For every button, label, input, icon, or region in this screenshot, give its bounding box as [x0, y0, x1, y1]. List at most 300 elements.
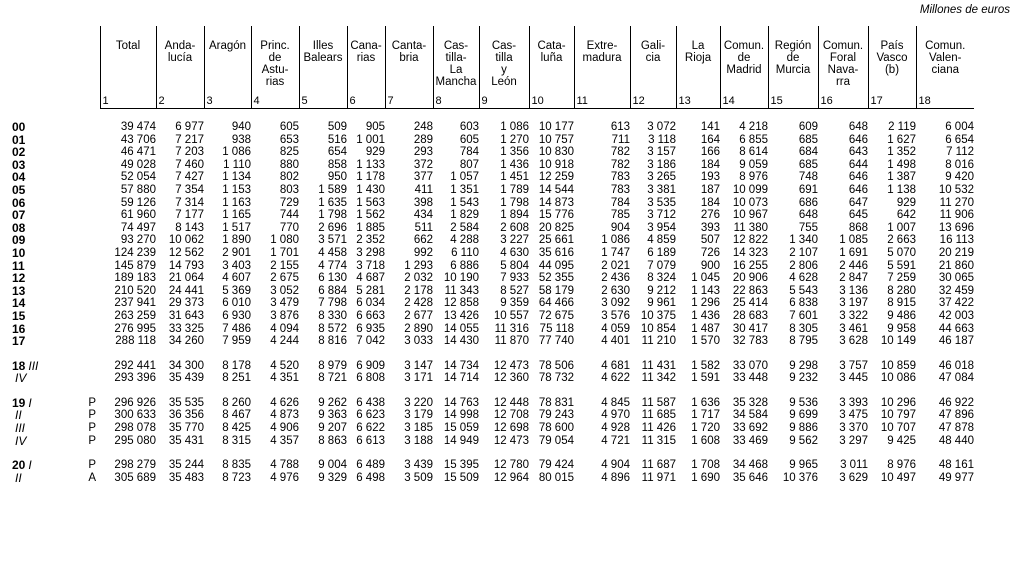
value-cell: 929: [365, 146, 385, 159]
value-cell: 11 431: [641, 359, 676, 372]
year-label: 08: [12, 220, 26, 235]
value-cell: 9 359: [500, 297, 529, 310]
value-cell: 2 847: [839, 272, 868, 285]
year-label: 07: [12, 208, 26, 223]
value-cell: 4 244: [270, 335, 299, 348]
value-cell: 726: [700, 246, 720, 259]
value-cell: 7 486: [222, 322, 251, 335]
col-header: Cana- rias 6: [347, 26, 385, 109]
value-cell: 2 032: [404, 272, 433, 285]
table-row: [8, 285, 974, 298]
col-header: Comun. de Madrid 14: [720, 26, 768, 109]
value-cell: 3 712: [647, 209, 676, 222]
value-cell: 25 661: [538, 234, 574, 247]
value-cell: 4 774: [318, 259, 347, 272]
value-cell: 9 207: [318, 422, 347, 435]
value-cell: 14 793: [168, 259, 204, 272]
value-cell: 7 601: [789, 309, 818, 322]
table-row: [8, 159, 974, 172]
table-row: [8, 422, 974, 435]
value-cell: 398: [413, 196, 433, 209]
value-cell: 184: [700, 196, 720, 209]
status-cell: [72, 134, 100, 147]
value-cell: 13 426: [443, 309, 479, 322]
value-cell: 11 971: [641, 471, 676, 484]
value-cell: 8 178: [222, 359, 251, 372]
value-cell: 14 873: [538, 196, 574, 209]
value-cell: 950: [327, 171, 347, 184]
value-cell: 8 016: [945, 158, 974, 171]
value-cell: 648: [798, 209, 818, 222]
value-cell: 4 520: [270, 359, 299, 372]
value-cell: 662: [413, 234, 433, 247]
value-cell: 10 830: [538, 146, 574, 159]
value-cell: 35 431: [168, 434, 204, 447]
value-cell: 1 717: [691, 409, 720, 422]
value-cell: 1 045: [691, 272, 720, 285]
value-cell: 3 011: [840, 459, 868, 472]
value-cell: 8 976: [739, 171, 768, 184]
col-header: Gali- cia 12: [630, 26, 676, 109]
value-cell: 1 720: [691, 422, 720, 435]
value-cell: 803: [279, 183, 299, 196]
value-cell: 35 328: [732, 396, 768, 409]
value-cell: 52 355: [538, 272, 574, 285]
value-cell: 784: [610, 196, 630, 209]
value-cell: 1 798: [500, 196, 529, 209]
value-cell: 46 471: [120, 146, 156, 159]
value-cell: 10 062: [168, 234, 204, 247]
value-cell: 3 322: [839, 309, 868, 322]
year-label: 09: [12, 233, 26, 248]
value-cell: 4 630: [500, 246, 529, 259]
value-cell: 35 244: [168, 459, 204, 472]
value-cell: 868: [848, 221, 868, 234]
value-cell: 7 798: [318, 297, 347, 310]
value-cell: 4 928: [601, 422, 630, 435]
value-cell: 1 153: [222, 183, 251, 196]
value-cell: 78 831: [538, 396, 574, 409]
value-cell: 12 858: [443, 297, 479, 310]
value-cell: 79 424: [538, 459, 574, 472]
value-cell: 603: [459, 121, 479, 133]
units-label: Millones de euros: [919, 4, 1010, 16]
value-cell: 783: [610, 171, 630, 184]
value-cell: 33 692: [732, 422, 768, 435]
value-cell: 141: [700, 121, 720, 133]
value-cell: 685: [798, 133, 818, 146]
table-row: [8, 435, 974, 448]
value-cell: 770: [279, 221, 299, 234]
value-cell: 15 395: [443, 459, 479, 472]
status-cell: [72, 171, 100, 184]
value-cell: 8 467: [222, 409, 251, 422]
value-cell: 8 143: [175, 221, 204, 234]
value-cell: 4 859: [647, 234, 676, 247]
value-cell: 1 562: [356, 209, 385, 222]
value-cell: 30 065: [938, 272, 974, 285]
value-cell: 1 690: [691, 471, 720, 484]
value-cell: 12 822: [732, 234, 768, 247]
status-cell: [72, 234, 100, 247]
value-cell: 10 707: [880, 422, 916, 435]
value-cell: 782: [610, 158, 630, 171]
value-cell: 646: [848, 133, 868, 146]
value-cell: 8 721: [318, 372, 347, 385]
row-spacer: [8, 348, 974, 360]
value-cell: 1 635: [318, 196, 347, 209]
status-cell: [72, 209, 100, 222]
value-cell: 4 896: [601, 471, 630, 484]
status-cell: [72, 260, 100, 273]
value-cell: 1 293: [404, 259, 433, 272]
value-cell: 7 112: [946, 146, 974, 159]
value-cell: 9 212: [647, 284, 676, 297]
value-cell: 686: [798, 196, 818, 209]
value-cell: 4 976: [270, 471, 299, 484]
value-cell: 13 696: [938, 221, 974, 234]
value-cell: 1 747: [601, 246, 630, 259]
value-cell: 3 136: [839, 284, 868, 297]
value-cell: 11 685: [641, 409, 676, 422]
value-cell: 289: [413, 133, 433, 146]
value-cell: 14 544: [538, 183, 574, 196]
value-cell: 29 373: [168, 297, 204, 310]
value-cell: 4 628: [789, 272, 818, 285]
value-cell: 10 099: [732, 183, 768, 196]
status-cell: [72, 146, 100, 159]
value-cell: 729: [279, 196, 299, 209]
table-row: [8, 397, 974, 410]
value-cell: 34 300: [168, 359, 204, 372]
table-row: [8, 372, 974, 385]
year-label: 19: [12, 395, 26, 410]
status-cell: [72, 297, 100, 310]
value-cell: 48 161: [938, 459, 974, 472]
value-cell: 858: [327, 158, 347, 171]
value-cell: 929: [896, 196, 916, 209]
value-cell: 12 964: [493, 471, 529, 484]
value-cell: 11 270: [939, 196, 974, 209]
table-row: [8, 171, 974, 184]
spacer-cell: [8, 348, 974, 360]
col-header: Anda- lucía 2: [156, 26, 204, 109]
value-cell: 1 829: [450, 209, 479, 222]
value-cell: 12 259: [538, 171, 574, 184]
value-cell: 6 663: [356, 309, 385, 322]
table-row: [8, 360, 974, 373]
period-cell: [8, 435, 72, 448]
status-cell: [72, 247, 100, 260]
value-cell: 642: [896, 209, 916, 222]
value-cell: 35 616: [538, 246, 574, 259]
value-cell: 8 816: [318, 335, 347, 348]
value-cell: 21 064: [168, 272, 204, 285]
quarter-label: IV: [15, 433, 27, 448]
value-cell: 8 863: [318, 434, 347, 447]
value-cell: 20 906: [732, 272, 768, 285]
value-cell: 44 663: [938, 322, 974, 335]
value-cell: 6 034: [356, 297, 385, 310]
value-cell: 3 220: [404, 396, 433, 409]
value-cell: 14 055: [443, 322, 479, 335]
value-cell: 46 018: [938, 359, 974, 372]
value-cell: 7 042: [356, 335, 385, 348]
period-cell: [8, 422, 72, 435]
value-cell: 78 600: [538, 422, 574, 435]
value-cell: 49 977: [938, 471, 974, 484]
value-cell: 34 468: [732, 459, 768, 472]
value-cell: 6 838: [789, 297, 818, 310]
value-cell: 15 059: [443, 422, 479, 435]
quarter-label: III: [15, 421, 26, 436]
value-cell: 10 149: [880, 335, 916, 348]
value-cell: 248: [413, 121, 433, 133]
value-cell: 6 004: [945, 121, 974, 133]
status-cell: [72, 222, 100, 235]
value-cell: 938: [231, 133, 251, 146]
value-cell: 9 004: [318, 459, 347, 472]
value-cell: 1 691: [839, 246, 868, 259]
table-row: [8, 247, 974, 260]
value-cell: 11 316: [494, 322, 529, 335]
year-label: 17: [12, 334, 26, 349]
value-cell: 10 967: [732, 209, 768, 222]
value-cell: 2 119: [888, 121, 916, 133]
value-cell: 3 298: [356, 246, 385, 259]
value-cell: 33 325: [168, 322, 204, 335]
value-cell: 1 885: [356, 221, 385, 234]
status-cell: [72, 323, 100, 336]
value-cell: 2 446: [839, 259, 868, 272]
value-cell: 3 147: [404, 359, 433, 372]
header-blank: [8, 26, 72, 109]
status-cell: [72, 360, 100, 373]
value-cell: 10 177: [538, 121, 574, 133]
value-cell: 2 675: [270, 272, 299, 285]
value-cell: 11 380: [733, 221, 768, 234]
value-cell: 8 979: [318, 359, 347, 372]
value-cell: 4 288: [450, 234, 479, 247]
value-cell: 35 439: [168, 372, 204, 385]
value-cell: 6 498: [356, 471, 385, 484]
value-cell: 210 520: [114, 284, 156, 297]
value-cell: 4 622: [601, 372, 630, 385]
value-cell: 237 941: [114, 297, 156, 310]
col-header: País Vasco (b) 17: [868, 26, 916, 109]
value-cell: 6 909: [356, 359, 385, 372]
status-cell: P: [88, 434, 96, 447]
value-cell: 9 958: [887, 322, 916, 335]
value-cell: 4 401: [601, 335, 630, 348]
table-row: [8, 472, 974, 485]
value-cell: 10 532: [938, 183, 974, 196]
value-cell: 187: [700, 183, 720, 196]
value-cell: 372: [413, 158, 433, 171]
value-cell: 4 904: [601, 459, 630, 472]
quarter-label: II: [15, 470, 22, 485]
value-cell: 298 279: [114, 459, 156, 472]
value-cell: 2 608: [500, 221, 529, 234]
value-cell: 35 646: [732, 471, 768, 484]
value-cell: 8 915: [887, 297, 916, 310]
value-cell: 9 486: [887, 309, 916, 322]
col-header: Total 1: [100, 26, 156, 109]
value-cell: 4 788: [270, 459, 299, 472]
value-cell: 3 265: [647, 171, 676, 184]
value-cell: 646: [848, 171, 868, 184]
value-cell: 1 589: [318, 183, 347, 196]
value-cell: 393: [700, 221, 720, 234]
year-label: 03: [12, 157, 26, 172]
value-cell: 684: [798, 146, 818, 159]
value-cell: 1 110: [223, 158, 251, 171]
value-cell: 784: [459, 146, 479, 159]
table-row: [8, 134, 974, 147]
value-cell: 9 965: [789, 459, 818, 472]
value-cell: 11 210: [641, 335, 676, 348]
value-cell: 1 138: [887, 183, 916, 196]
value-cell: 64 466: [538, 297, 574, 310]
value-cell: 77 740: [538, 335, 574, 348]
value-cell: 3 576: [601, 309, 630, 322]
value-cell: 3 629: [839, 471, 868, 484]
value-cell: 25 414: [732, 297, 768, 310]
year-label: 10: [12, 245, 26, 260]
table-row: [8, 409, 974, 422]
value-cell: 22 863: [732, 284, 768, 297]
spacer-cell: [8, 447, 974, 459]
value-cell: 30 417: [732, 322, 768, 335]
value-cell: 6 110: [451, 246, 479, 259]
col-header: Extre- madura 11: [574, 26, 630, 109]
value-cell: 93 270: [120, 234, 156, 247]
value-cell: 3 628: [839, 335, 868, 348]
value-cell: 940: [231, 121, 251, 133]
value-cell: 613: [610, 121, 630, 133]
value-cell: 825: [279, 146, 299, 159]
value-cell: 2 436: [601, 272, 630, 285]
value-cell: 52 054: [120, 171, 156, 184]
value-cell: 2 584: [450, 221, 479, 234]
value-cell: 5 070: [887, 246, 916, 259]
year-label: 12: [12, 271, 26, 286]
value-cell: 78 506: [538, 359, 574, 372]
value-cell: 14 734: [443, 359, 479, 372]
value-cell: 377: [413, 171, 433, 184]
value-cell: 6 930: [222, 309, 251, 322]
quarter-label: III: [28, 358, 39, 373]
value-cell: 8 835: [222, 459, 251, 472]
table-row: [8, 459, 974, 472]
status-cell: [72, 197, 100, 210]
value-cell: 605: [459, 133, 479, 146]
value-cell: 16 255: [732, 259, 768, 272]
value-cell: 300 633: [114, 409, 156, 422]
value-cell: 16 113: [939, 234, 974, 247]
value-cell: 11 687: [641, 459, 676, 472]
status-cell: [72, 310, 100, 323]
value-cell: 263 259: [114, 309, 156, 322]
value-cell: 7 959: [222, 335, 251, 348]
value-cell: 1 517: [222, 221, 251, 234]
value-cell: 35 770: [168, 422, 204, 435]
value-cell: 1 143: [691, 284, 720, 297]
value-cell: 33 469: [732, 434, 768, 447]
value-cell: 4 059: [601, 322, 630, 335]
value-cell: 9 329: [318, 471, 347, 484]
value-cell: 293 396: [114, 372, 156, 385]
value-cell: 992: [413, 246, 433, 259]
value-cell: 1 498: [887, 158, 916, 171]
value-cell: 46 187: [938, 335, 974, 348]
value-cell: 75 118: [539, 322, 574, 335]
value-cell: 6 884: [318, 284, 347, 297]
value-cell: 6 438: [356, 396, 385, 409]
col-header: La Rioja 13: [676, 26, 720, 109]
value-cell: 880: [279, 158, 299, 171]
value-cell: 785: [610, 209, 630, 222]
value-cell: 4 607: [222, 272, 251, 285]
value-cell: 4 845: [601, 396, 630, 409]
table-row: [8, 234, 974, 247]
value-cell: 3 876: [270, 309, 299, 322]
status-cell: P: [88, 459, 96, 472]
value-cell: 14 998: [443, 409, 479, 422]
status-cell: [72, 272, 100, 285]
table-row: [8, 297, 974, 310]
table-row: [8, 197, 974, 210]
value-cell: 12 473: [493, 434, 529, 447]
value-cell: 3 439: [404, 459, 433, 472]
value-cell: 12 708: [493, 409, 529, 422]
value-cell: 783: [610, 183, 630, 196]
value-cell: 904: [610, 221, 630, 234]
table-row: [8, 184, 974, 197]
value-cell: 1 340: [789, 234, 818, 247]
value-cell: 44 095: [538, 259, 574, 272]
value-cell: 10 854: [640, 322, 676, 335]
value-cell: 15 776: [538, 209, 574, 222]
year-label: 02: [12, 145, 26, 160]
value-cell: 6 654: [945, 133, 974, 146]
value-cell: 6 489: [356, 459, 385, 472]
value-cell: 10 296: [880, 396, 916, 409]
status-cell: [72, 335, 100, 348]
value-cell: 124 239: [114, 246, 156, 259]
value-cell: 1 085: [839, 234, 868, 247]
value-cell: 6 622: [356, 422, 385, 435]
value-cell: 3 185: [404, 422, 433, 435]
value-cell: 4 094: [270, 322, 299, 335]
status-cell: A: [88, 471, 96, 484]
value-cell: 1 487: [691, 322, 720, 335]
value-cell: 647: [848, 196, 868, 209]
value-cell: 3 370: [839, 422, 868, 435]
table-body: [8, 121, 974, 484]
value-cell: 9 059: [739, 158, 768, 171]
data-table: [8, 26, 974, 484]
value-cell: 4 357: [270, 434, 299, 447]
value-cell: 47 878: [938, 422, 974, 435]
value-cell: 11 315: [641, 434, 676, 447]
value-cell: 9 420: [945, 171, 974, 184]
value-cell: 9 262: [318, 396, 347, 409]
value-cell: 57 880: [120, 183, 156, 196]
value-cell: 3 461: [839, 322, 868, 335]
value-cell: 3 535: [647, 196, 676, 209]
value-cell: 8 260: [222, 396, 251, 409]
